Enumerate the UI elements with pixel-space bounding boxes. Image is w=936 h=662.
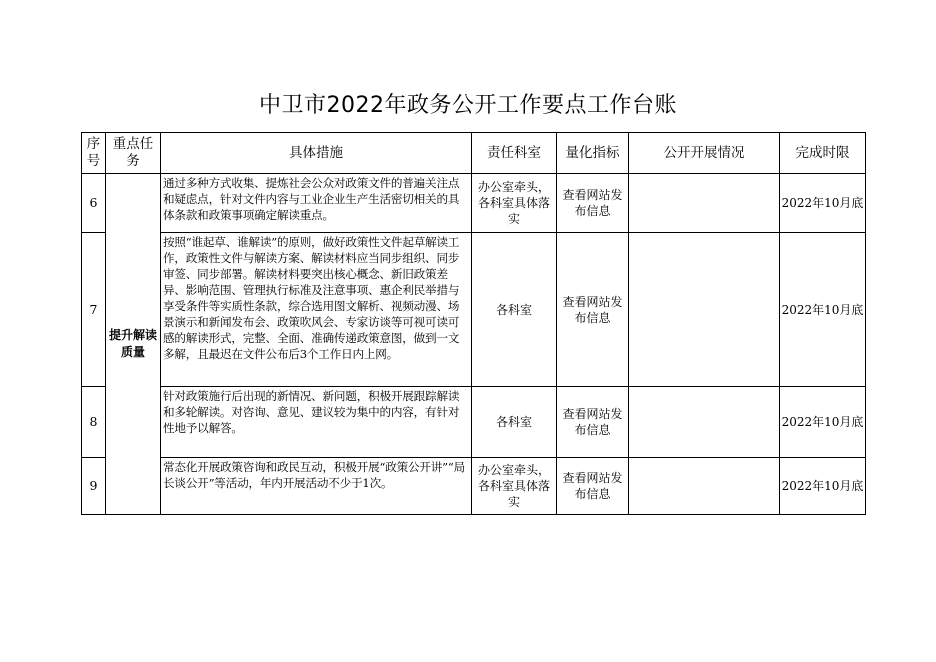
indicator-cell: 查看网站发布信息	[557, 458, 629, 515]
key-task-cell: 提升解读质量	[106, 174, 161, 515]
responsible-dept-cell: 各科室	[472, 233, 557, 387]
deadline-cell: 2022年10月底	[780, 174, 866, 233]
deadline-cell: 2022年10月底	[780, 387, 866, 458]
header-dept: 责任科室	[472, 133, 557, 174]
work-ledger-table	[81, 132, 866, 515]
measure-cell: 针对政策施行后出现的新情况、新问题，积极开展跟踪解读和多轮解读。对咨询、意见、建议较为集中的内容，有针对性地予以解答。	[161, 387, 472, 458]
status-cell	[629, 387, 780, 458]
indicator-cell: 查看网站发布信息	[557, 174, 629, 233]
header-measure: 具体措施	[161, 133, 472, 174]
header-deadline: 完成时限	[780, 133, 866, 174]
table-header-row	[82, 133, 866, 174]
header-indicator: 量化指标	[557, 133, 629, 174]
table-row	[82, 387, 866, 458]
indicator-cell: 查看网站发布信息	[557, 233, 629, 387]
responsible-dept-cell: 办公室牵头，各科室具体落实	[472, 458, 557, 515]
responsible-dept-cell: 各科室	[472, 387, 557, 458]
document-title: 中卫市2022年政务公开工作要点工作台账	[259, 93, 677, 118]
indicator-cell: 查看网站发布信息	[557, 387, 629, 458]
row-number: 8	[82, 387, 106, 458]
measure-cell: 常态化开展政策咨询和政民互动，积极开展“政策公开讲”“局长谈公开”等活动，年内开展活动不少于1次。	[161, 458, 472, 515]
table-row	[82, 233, 866, 387]
header-no: 序号	[82, 133, 106, 174]
table-row	[82, 174, 866, 233]
deadline-cell: 2022年10月底	[780, 458, 866, 515]
status-cell	[629, 458, 780, 515]
header-task: 重点任务	[106, 133, 161, 174]
measure-cell: 通过多种方式收集、提炼社会公众对政策文件的普遍关注点和疑虑点，针对文件内容与工业企业生产生活密切相关的具体条款和政策事项确定解读重点。	[161, 174, 472, 233]
row-number: 6	[82, 174, 106, 233]
measure-cell: 按照“谁起草、谁解读”的原则，做好政策性文件起草解读工作，政策性文件与解读方案、解读材料应当同步组织、同步审签、同步部署。解读材料要突出核心概念、新旧政策差异、影响范围、管理执行标准及注意事项、惠企利民举措与享受条件等实质性条款，综合选用图文解析、视频动漫、场景演示和新闻发布会、政策吹风会、专家访谈等可视可读可感的解读形式，完整、全面、准确传递政策意图，做到一文多解，且最迟在文件公布后3个工作日内上网。	[161, 233, 472, 387]
header-status: 公开开展情况	[629, 133, 780, 174]
responsible-dept-cell: 办公室牵头，各科室具体落实	[472, 174, 557, 233]
row-number: 7	[82, 233, 106, 387]
status-cell	[629, 233, 780, 387]
status-cell	[629, 174, 780, 233]
deadline-cell: 2022年10月底	[780, 233, 866, 387]
table-row	[82, 458, 866, 515]
row-number: 9	[82, 458, 106, 515]
